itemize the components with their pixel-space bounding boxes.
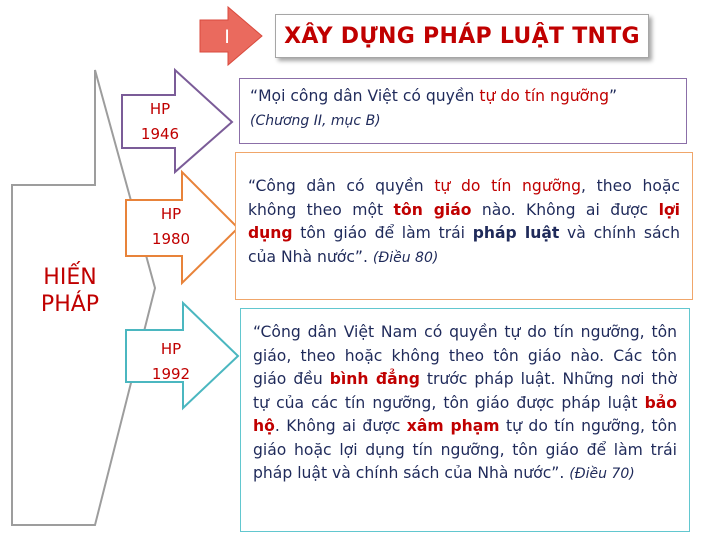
hp-1946-year: 1946: [140, 125, 180, 143]
quote-1992-t4: bảo hộ: [253, 393, 677, 435]
constitution-label: HIẾN PHÁP: [40, 265, 100, 317]
quote-1980-t7: tôn giáo để làm trái: [292, 224, 473, 242]
quote-1946-highlight: tự do tín ngưỡng: [479, 87, 609, 105]
quote-1980-t5: nào. Không ai được: [471, 200, 659, 219]
quote-box-1980: [235, 152, 693, 300]
quote-1980-t9: và chính sách của Nhà nước”.: [248, 224, 680, 266]
quote-1980-t8: pháp luật: [472, 224, 560, 242]
quote-1992-t1: “Công dân Việt Nam có quyền tự do tín ngưỡng, tôn giáo, theo hoặc không theo tôn giáo nào. Các tôn giáo đều: [253, 323, 677, 388]
hp-1992-label: [140, 337, 202, 387]
quote-1946-text-c: ”: [608, 87, 618, 105]
quote-1992-t6: xâm phạm: [406, 417, 500, 435]
quote-1946-text-a: “Mọi công dân Việt có quyền: [250, 87, 480, 105]
hp-1992-year: 1992: [151, 365, 191, 383]
hp-1980-label: [140, 202, 202, 252]
quote-1992-t3: trước pháp luật. Những nơi thờ tự của các tín ngưỡng, tôn giáo được pháp luật: [253, 370, 677, 412]
quote-box-1946: [239, 78, 687, 144]
hp-1946-label: [130, 97, 190, 147]
quote-1980-citation: (Điều 80): [372, 249, 439, 266]
hp-1992-line1: HP: [160, 340, 182, 358]
quote-1980-t1: “Công dân có quyền: [248, 177, 435, 195]
hp-1980-year: 1980: [151, 230, 191, 248]
quote-1992-citation: (Điều 70): [569, 466, 635, 482]
quote-1980-t3: , theo hoặc không theo một: [248, 177, 681, 219]
roman-numeral: I: [224, 26, 230, 48]
quote-1946-citation: (Chương II, mục B): [250, 112, 381, 129]
hp-1980-line1: HP: [160, 205, 182, 223]
quote-1980-t6: lợi dụng: [248, 200, 680, 242]
quote-1992-t7: tự do tín ngưỡng, tôn giáo hoặc lợi dụng tín ngưỡng, tôn giáo để làm trái pháp luật và chính sách của Nhà nước”.: [253, 417, 677, 482]
quote-box-1992: [240, 308, 690, 532]
quote-1992-t2: bình đẳng: [329, 370, 420, 388]
page-title: XÂY DỰNG PHÁP LUẬT TNTG: [275, 14, 649, 58]
hp-1946-line1: HP: [149, 100, 171, 118]
quote-1992-t5: . Không ai được: [274, 417, 407, 435]
quote-1980-t4: tôn giáo: [393, 200, 472, 219]
quote-1980-t2: tự do tín ngưỡng: [434, 177, 582, 195]
